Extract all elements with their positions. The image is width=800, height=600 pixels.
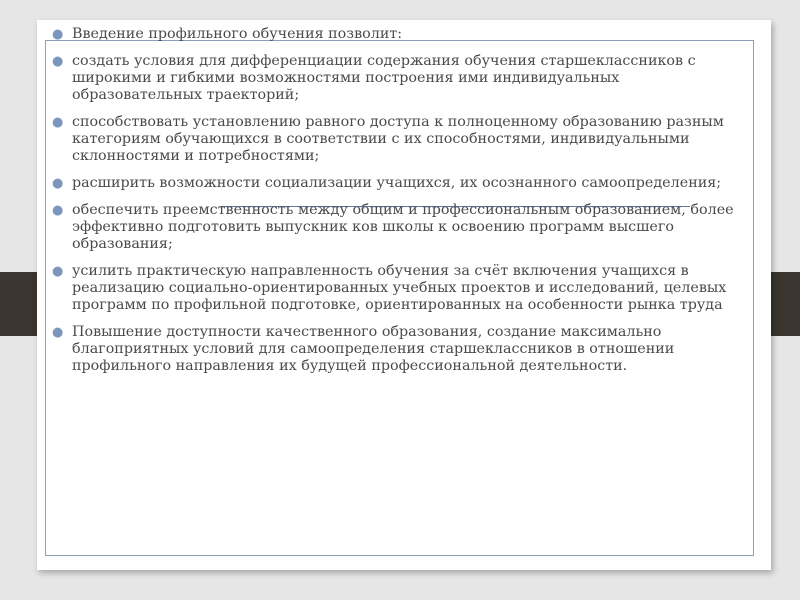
list-item-text: усилить практическую направленность обучения за счёт включения учащихся в реализацию социально-ориентированных учебных проектов и исследований, целевых программ по профильной подготовке, ориентированных на особенности рынка труда [72,262,727,314]
list-item [52,114,752,166]
bullet-icon: ● [52,202,64,218]
list-item [52,324,752,376]
bullet-icon: ● [52,263,64,279]
bullet-icon: ● [52,27,64,42]
bullet-icon: ● [52,175,64,191]
list-item [52,26,752,43]
list-item-text: обеспечить преемственность между общим и профессиональным образованием, более эффективно подготовить выпускник ков школы к освоению программ высшего образования; [72,201,734,253]
list-item-text: расширить возможности социализации учащихся, их осознанного самоопределения; [72,174,722,191]
bullet-icon: ● [52,324,64,340]
background-band-left [0,272,40,336]
bullet-icon: ● [52,53,64,69]
list-item [52,263,752,315]
list-item [52,202,752,254]
list-item [52,175,752,192]
list-item [52,53,752,105]
list-item-text: Введение профильного обучения позволит: [72,26,403,42]
list-item-text: создать условия для дифференциации содержания обучения старшеклассников с широкими и гибкими возможностями построения ими индивидуальных образовательных траекторий; [72,52,696,104]
list-item-text: Повышение доступности качественного образования, создание максимально благоприятных условий для самоопределения старшеклассников в отношении профильного направления их будущей профессиональной деятельности. [72,323,675,375]
bullet-list [52,26,752,385]
list-item-text: способствовать установлению равного доступа к полноценному образованию разным категориям обучающихся в соответствии с их способностями, индивидуальными склонностями и потребностями; [72,113,724,165]
bullet-icon: ● [52,114,64,130]
